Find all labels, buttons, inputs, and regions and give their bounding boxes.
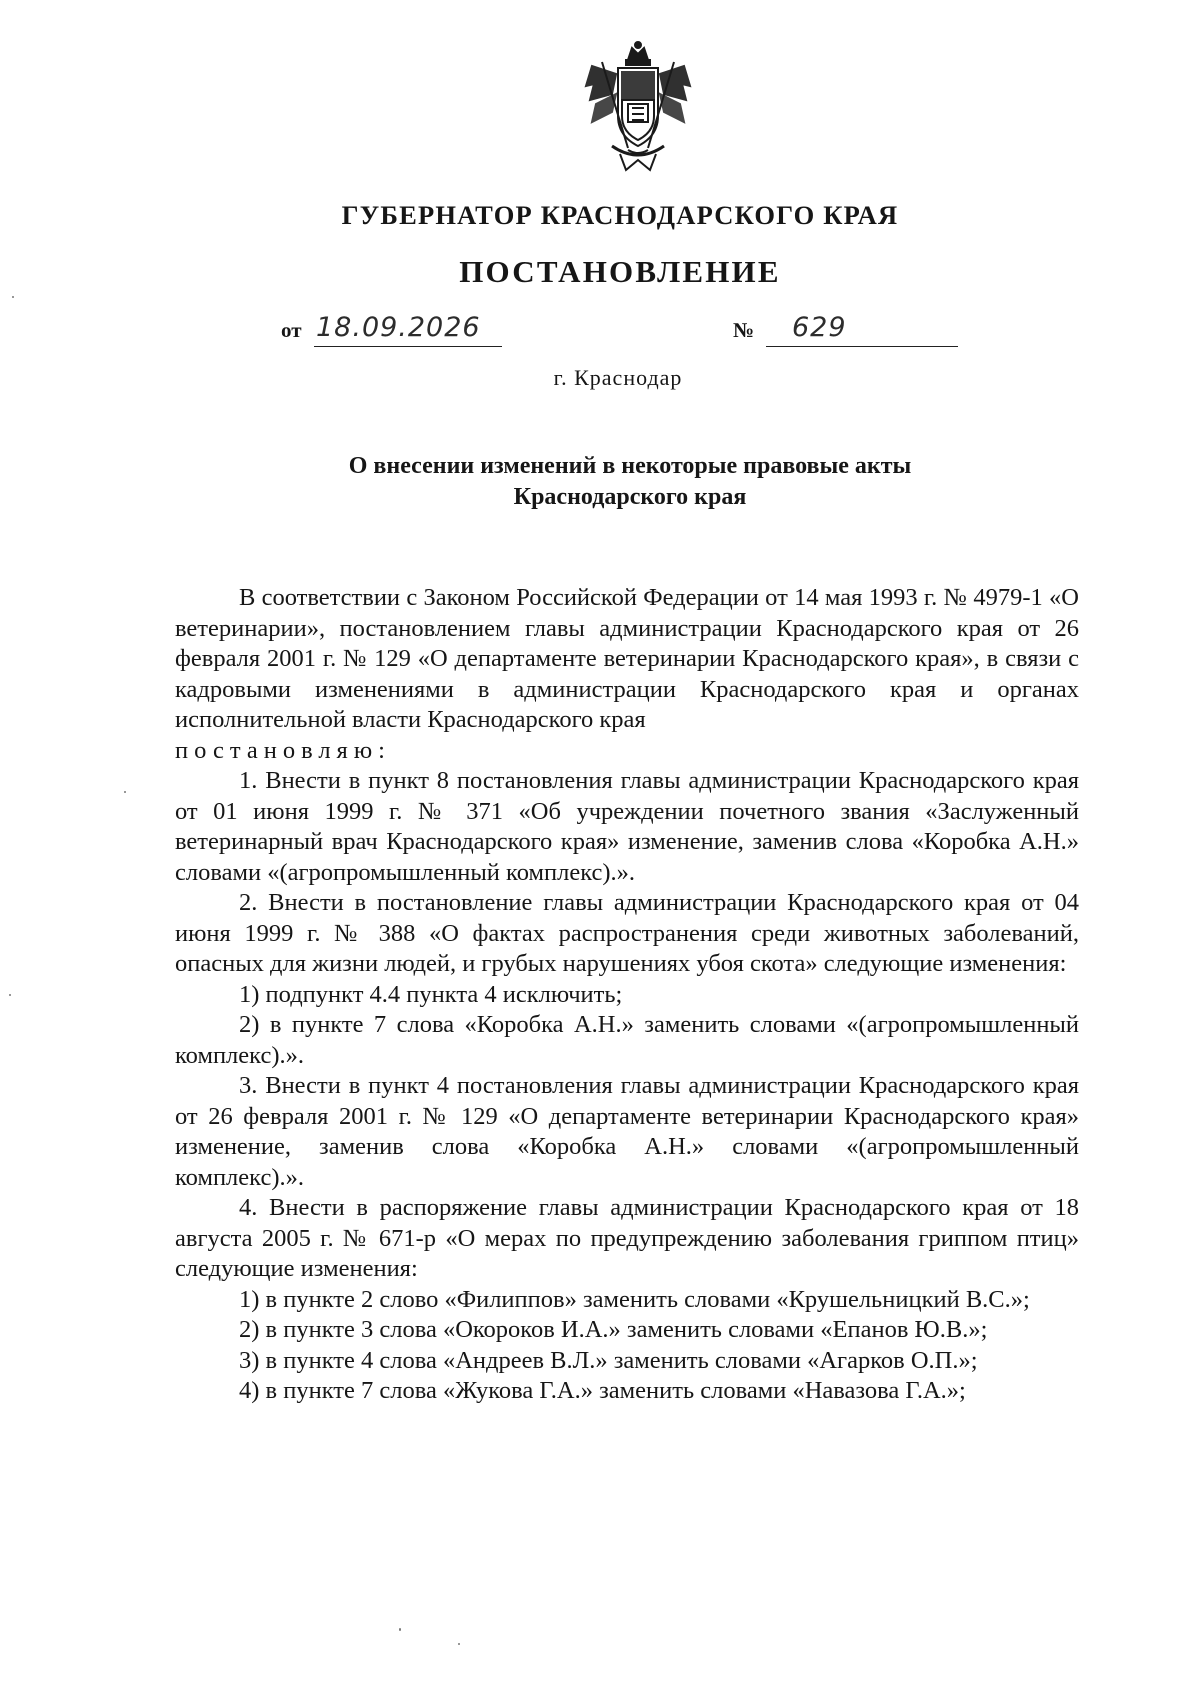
number-underline xyxy=(766,346,958,347)
body-paragraph: 2. Внести в постановление главы администрации Краснодарского края от 04 июня 1999 г. № 388 «О фактах распространения среди животных заболеваний, опасных для жизни людей, и грубых нарушениях убоя скота» следующие изменения: xyxy=(175,889,1079,977)
scan-speck xyxy=(12,296,14,298)
body-paragraph: 4. Внести в распоряжение главы администрации Краснодарского края от 18 августа 2005 г. № 671-р «О мерах по предупреждению заболевания гриппом птиц» следующие изменения: xyxy=(175,1194,1079,1282)
body-paragraph: 1. Внести в пункт 8 постановления главы администрации Краснодарского края от 01 июня 1999 г. № 371 «Об учреждении почетного звания «Заслуженный ветеринарный врач Краснодарского края» изменение, заменив слова «Коробка А.Н.» словами «(агропромышленный комплекс).». xyxy=(175,767,1079,886)
document-type: ПОСТАНОВЛЕНИЕ xyxy=(459,254,781,289)
issuing-authority: ГУБЕРНАТОР КРАСНОДАРСКОГО КРАЯ xyxy=(341,200,899,230)
subject-line-1: О внесении изменений в некоторые правовые акты xyxy=(348,453,912,479)
body-paragraph: 1) в пункте 2 слово «Филиппов» заменить словами «Крушельницкий В.С.»; xyxy=(239,1285,1030,1313)
handwritten-number: 629 xyxy=(792,312,847,343)
number-prefix: № xyxy=(733,318,755,342)
date-prefix: от xyxy=(281,318,302,342)
coat-of-arms-icon xyxy=(582,38,694,178)
issue-city: г. Краснодар xyxy=(553,365,683,390)
document-subject xyxy=(0,451,1200,513)
scan-speck xyxy=(399,1628,401,1631)
scan-speck xyxy=(9,994,11,996)
body-paragraph: 4) в пункте 7 слова «Жукова Г.А.» заменить словами «Навазова Г.А.»; xyxy=(239,1377,966,1404)
scan-speck xyxy=(458,1643,460,1645)
document-body xyxy=(175,583,1079,1407)
subject-line-2: Краснодарского края xyxy=(513,484,747,510)
body-paragraph: 3. Внести в пункт 4 постановления главы администрации Краснодарского края от 26 февраля 2001 г. № 129 «О департаменте ветеринарии Краснодарского края» изменение, заменив слова «Коробка А.Н.» словами «(агропромышленный комплекс).». xyxy=(175,1072,1079,1191)
body-paragraph: 2) в пункте 3 слова «Окороков И.А.» заменить словами «Епанов Ю.В.»; xyxy=(239,1316,988,1343)
preamble-paragraph: В соответствии с Законом Российской Федерации от 14 мая 1993 г. № 4979-1 «О ветеринарии», постановлением главы администрации Краснодарского края от 26 февраля 2001 г. № 129 «О департаменте ветеринарии Краснодарского края», в связи с кадровыми изменениями в администрации Краснодарского края и органах исполнительной власти Краснодарского края xyxy=(175,584,1079,733)
date-underline xyxy=(314,346,502,347)
body-paragraph: 2) в пункте 7 слова «Коробка А.Н.» заменить словами «(агропромышленный комплекс).». xyxy=(175,1011,1079,1069)
resolve-word: постановляю: xyxy=(175,736,391,764)
body-paragraph: 1) подпункт 4.4 пункта 4 исключить; xyxy=(239,980,623,1008)
scan-speck xyxy=(124,791,126,793)
body-paragraph: 3) в пункте 4 слова «Андреев В.Л.» заменить словами «Агарков О.П.»; xyxy=(239,1346,978,1374)
handwritten-date: 18.09.2026 xyxy=(316,312,481,343)
